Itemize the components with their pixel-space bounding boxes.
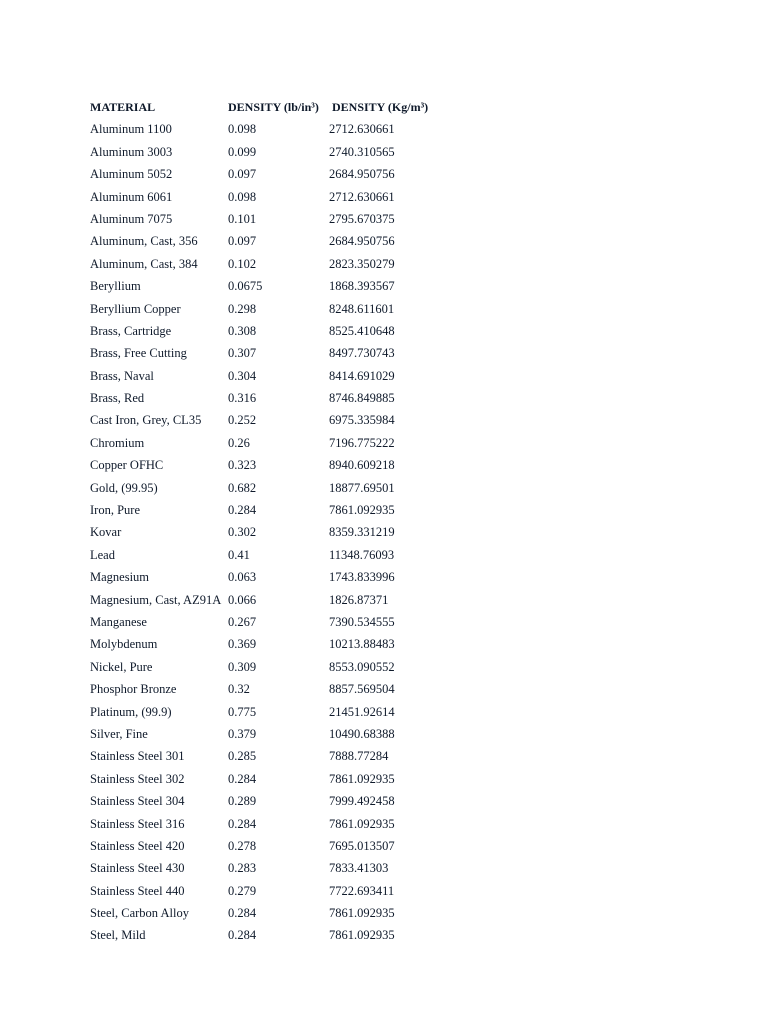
table-row [90,880,490,902]
table-row [90,454,490,476]
density-lb-cell: 0.379 [228,726,257,741]
material-cell: Gold, (99.95) [90,480,158,495]
material-cell: Stainless Steel 420 [90,838,185,853]
density-kg-cell: 8940.609218 [329,458,395,473]
table-row [90,835,490,857]
table-row [90,678,490,700]
density-lb-cell: 0.099 [228,144,257,159]
material-cell: Beryllium Copper [90,301,181,316]
density-lb-cell: 0.26 [228,435,250,450]
material-cell: Aluminum, Cast, 384 [90,256,198,271]
material-cell: Aluminum 3003 [90,144,173,159]
material-cell: Stainless Steel 430 [90,861,185,876]
table-row [90,723,490,745]
material-cell: Brass, Red [90,391,145,406]
density-kg-cell: 8497.730743 [329,346,395,361]
material-cell: Magnesium [90,570,150,585]
material-cell: Beryllium [90,279,141,294]
table-row [90,141,490,163]
table-row [90,701,490,723]
header-material: MATERIAL [90,100,156,114]
density-lb-cell: 0.309 [228,659,257,674]
density-kg-cell: 7861.092935 [329,906,395,921]
density-lb-cell: 0.0675 [228,279,263,294]
table-row [90,566,490,588]
table-row [90,656,490,678]
density-lb-cell: 0.279 [228,883,257,898]
material-cell: Copper OFHC [90,458,164,473]
material-cell: Nickel, Pure [90,659,153,674]
density-kg-cell: 7861.092935 [329,771,395,786]
material-cell: Steel, Carbon Alloy [90,906,189,921]
table-row [90,633,490,655]
material-cell: Silver, Fine [90,726,148,741]
density-kg-cell: 10490.68388 [329,726,395,741]
table-row [90,477,490,499]
header-density-lb: DENSITY (lb/in³) [228,100,319,114]
table-row [90,521,490,543]
density-lb-cell: 0.098 [228,122,257,137]
density-lb-cell: 0.323 [228,458,257,473]
table-row [90,186,490,208]
density-kg-cell: 7999.492458 [329,794,395,809]
material-cell: Brass, Cartridge [90,323,172,338]
density-kg-cell: 11348.76093 [329,547,395,562]
density-lb-cell: 0.304 [228,368,257,383]
table-row [90,902,490,924]
table-row [90,790,490,812]
density-kg-cell: 18877.69501 [329,480,395,495]
density-kg-cell: 2712.630661 [329,122,395,137]
density-lb-cell: 0.41 [228,547,250,562]
density-lb-cell: 0.302 [228,525,257,540]
table-row [90,768,490,790]
material-cell: Brass, Naval [90,368,154,383]
density-kg-cell: 7861.092935 [329,928,395,943]
table-row [90,387,490,409]
density-kg-cell: 7390.534555 [329,614,395,629]
density-lb-cell: 0.097 [228,234,257,249]
table-row [90,924,490,946]
material-cell: Magnesium, Cast, AZ91A [90,592,222,607]
density-kg-cell: 2712.630661 [329,189,395,204]
density-lb-cell: 0.316 [228,391,257,406]
table-body [90,118,490,946]
material-cell: Aluminum 7075 [90,211,173,226]
density-lb-cell: 0.289 [228,794,257,809]
table-row [90,208,490,230]
table-row [90,342,490,364]
density-lb-cell: 0.298 [228,301,257,316]
table-row [90,365,490,387]
density-kg-cell: 7196.775222 [329,435,395,450]
density-lb-cell: 0.284 [228,771,257,786]
density-lb-cell: 0.097 [228,167,257,182]
density-kg-cell: 8359.331219 [329,525,395,540]
density-kg-cell: 10213.88483 [329,637,395,652]
density-kg-cell: 7861.092935 [329,503,395,518]
table-header-row [90,96,490,118]
material-cell: Stainless Steel 440 [90,883,185,898]
density-kg-cell: 1868.393567 [329,279,395,294]
density-kg-cell: 8525.410648 [329,323,395,338]
density-kg-cell: 8857.569504 [329,682,395,697]
density-kg-cell: 2740.310565 [329,144,395,159]
density-lb-cell: 0.284 [228,928,257,943]
density-lb-cell: 0.102 [228,256,257,271]
table-row [90,611,490,633]
density-kg-cell: 8414.691029 [329,368,395,383]
density-kg-cell: 2684.950756 [329,167,395,182]
density-kg-cell: 2795.670375 [329,211,395,226]
table-row [90,409,490,431]
density-kg-cell: 1743.833996 [329,570,395,585]
material-cell: Stainless Steel 302 [90,771,185,786]
density-lb-cell: 0.101 [228,211,257,226]
density-lb-cell: 0.775 [228,704,257,719]
table-row [90,253,490,275]
density-lb-cell: 0.066 [228,592,257,607]
density-lb-cell: 0.682 [228,480,257,495]
density-kg-cell: 1826.87371 [329,592,389,607]
material-cell: Stainless Steel 304 [90,794,185,809]
density-kg-cell: 8248.611601 [329,301,395,316]
table-row [90,544,490,566]
header-density-kg: DENSITY (Kg/m³) [332,100,429,114]
material-cell: Cast Iron, Grey, CL35 [90,413,202,428]
material-cell: Phosphor Bronze [90,682,177,697]
density-kg-cell: 7722.693411 [329,883,395,898]
density-kg-cell: 2823.350279 [329,256,395,271]
table-row [90,298,490,320]
density-lb-cell: 0.267 [228,614,257,629]
material-cell: Brass, Free Cutting [90,346,187,361]
table-row [90,745,490,767]
density-lb-cell: 0.284 [228,503,257,518]
density-lb-cell: 0.284 [228,906,257,921]
table-row [90,275,490,297]
density-kg-cell: 6975.335984 [329,413,395,428]
table-row [90,118,490,140]
density-lb-cell: 0.252 [228,413,257,428]
density-lb-cell: 0.284 [228,816,257,831]
density-lb-cell: 0.098 [228,189,257,204]
density-lb-cell: 0.285 [228,749,257,764]
material-cell: Aluminum, Cast, 356 [90,234,198,249]
material-cell: Chromium [90,435,145,450]
material-cell: Molybdenum [90,637,158,652]
density-kg-cell: 2684.950756 [329,234,395,249]
material-cell: Stainless Steel 301 [90,749,185,764]
material-cell: Aluminum 6061 [90,189,173,204]
density-table [90,96,490,947]
density-kg-cell: 8746.849885 [329,391,395,406]
density-lb-cell: 0.369 [228,637,257,652]
density-kg-cell: 7888.77284 [329,749,389,764]
material-cell: Kovar [90,525,122,540]
density-kg-cell: 7695.013507 [329,838,395,853]
material-cell: Platinum, (99.9) [90,704,172,719]
material-cell: Stainless Steel 316 [90,816,185,831]
table-row [90,813,490,835]
material-cell: Manganese [90,614,147,629]
density-kg-cell: 7833.41303 [329,861,389,876]
density-lb-cell: 0.308 [228,323,257,338]
density-kg-cell: 7861.092935 [329,816,395,831]
table-row [90,320,490,342]
density-lb-cell: 0.283 [228,861,257,876]
material-cell: Lead [90,547,115,562]
material-cell: Aluminum 5052 [90,167,173,182]
table-row [90,857,490,879]
density-lb-cell: 0.278 [228,838,257,853]
table-row [90,589,490,611]
material-cell: Aluminum 1100 [90,122,172,137]
table-row [90,163,490,185]
density-kg-cell: 8553.090552 [329,659,395,674]
table-row [90,499,490,521]
table-row [90,230,490,252]
table-row [90,432,490,454]
density-lb-cell: 0.063 [228,570,257,585]
density-kg-cell: 21451.92614 [329,704,395,719]
density-lb-cell: 0.307 [228,346,257,361]
density-lb-cell: 0.32 [228,682,250,697]
material-cell: Steel, Mild [90,928,146,943]
material-cell: Iron, Pure [90,503,140,518]
